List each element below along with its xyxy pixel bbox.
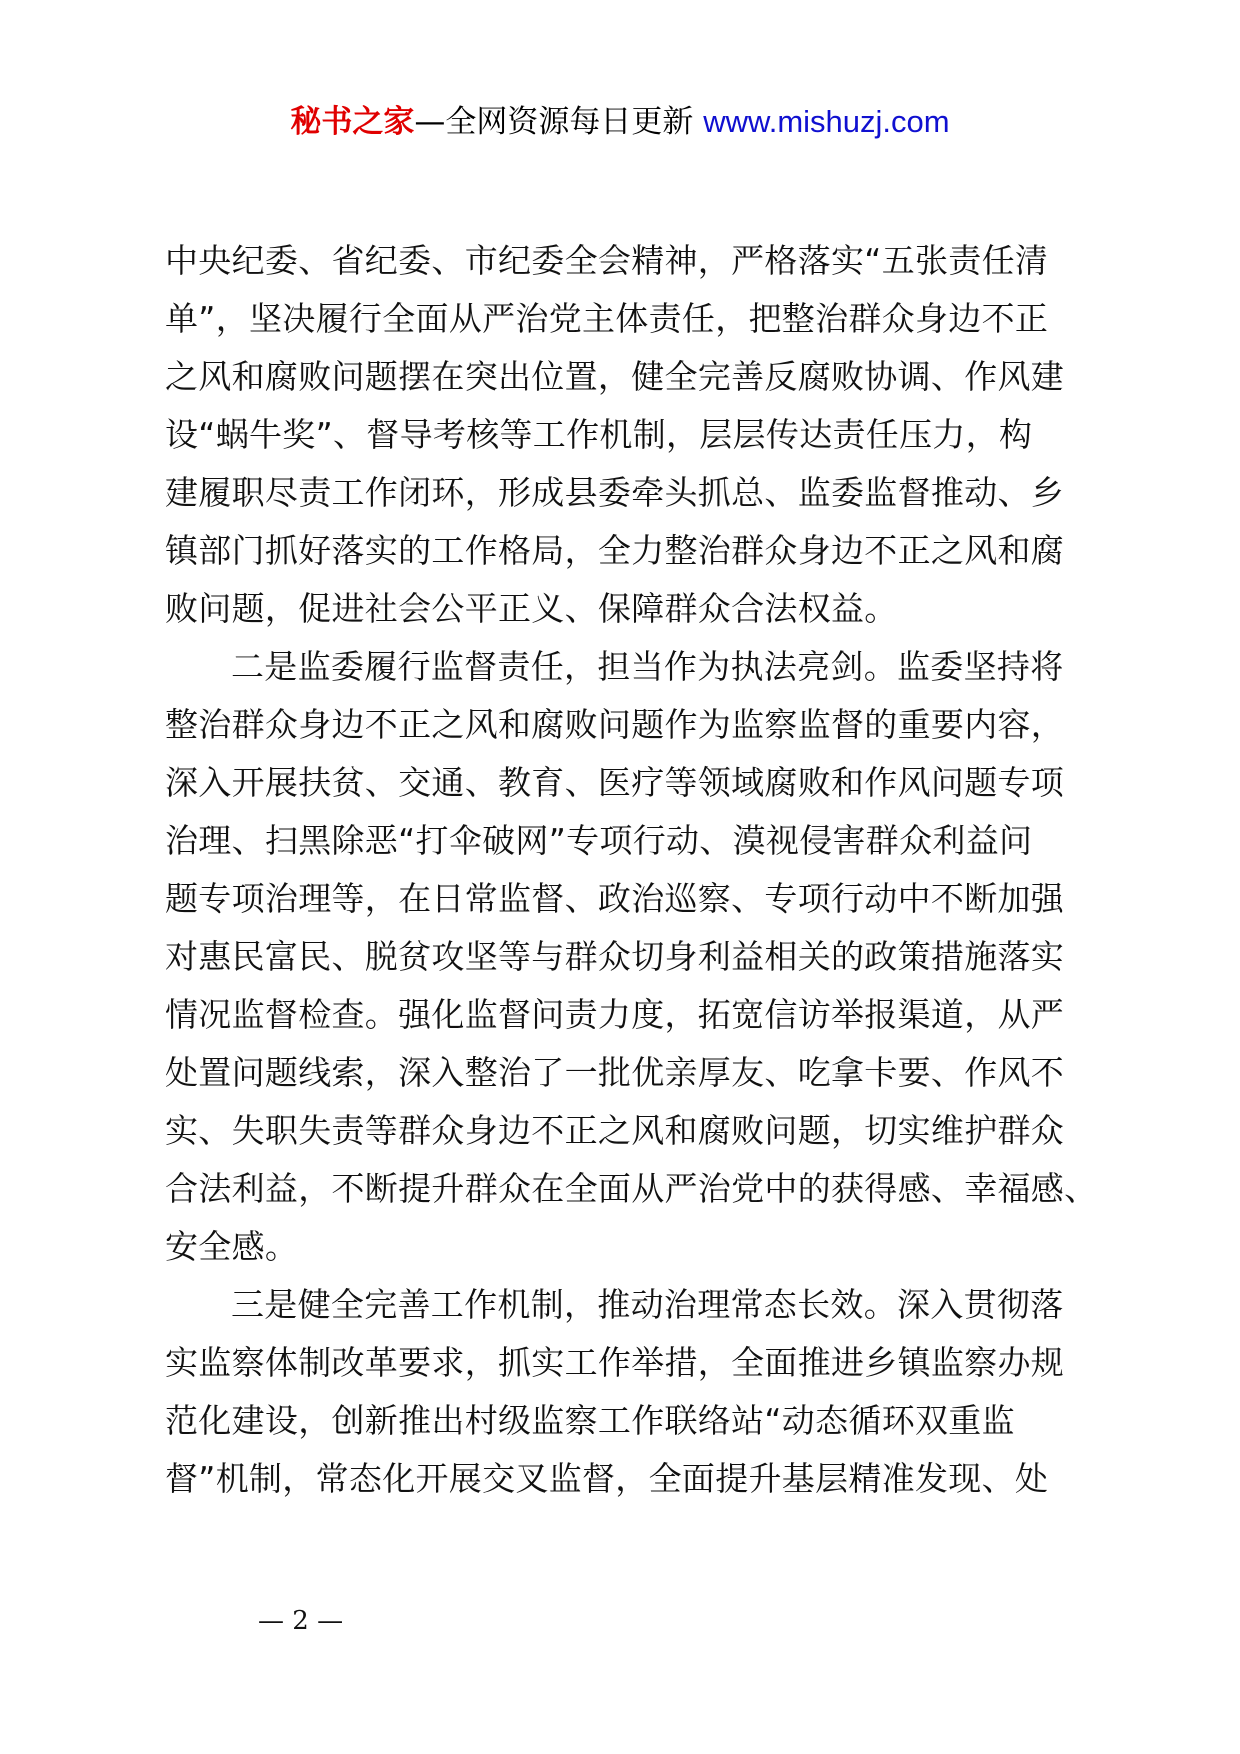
text-line: 设“蜗牛奖”、督导考核等工作机制，层层传达责任压力，构 bbox=[165, 415, 1033, 454]
paragraph-start-line: 二是监委履行监督责任，担当作为执法亮剑。监委坚持将 bbox=[231, 647, 1064, 686]
paragraph-start-line: 三是健全完善工作机制，推动治理常态长效。深入贯彻落 bbox=[231, 1285, 1064, 1324]
text-line: 范化建设，创新推出村级监察工作联络站“动态循环双重监 bbox=[165, 1401, 1015, 1440]
text-line: 实监察体制改革要求，抓实工作举措，全面推进乡镇监察办规 bbox=[165, 1343, 1065, 1382]
text-line: 题专项治理等，在日常监督、政治巡察、专项行动中不断加强 bbox=[165, 879, 1065, 918]
site-url-link[interactable]: www.mishuzj.com bbox=[703, 104, 950, 139]
site-header bbox=[0, 100, 1240, 144]
brand-name: 秘书之家 bbox=[290, 104, 415, 140]
text-line: 深入开展扶贫、交通、教育、医疗等领域腐败和作风问题专项 bbox=[165, 763, 1065, 802]
text-line: 镇部门抓好落实的工作格局，全力整治群众身边不正之风和腐 bbox=[165, 531, 1065, 570]
text-line: 对惠民富民、脱贫攻坚等与群众切身利益相关的政策措施落实 bbox=[165, 937, 1065, 976]
text-line: 安全感。 bbox=[165, 1227, 299, 1266]
text-line: 合法利益，不断提升群众在全面从严治党中的获得感、幸福感、 bbox=[165, 1169, 1098, 1208]
document-body bbox=[165, 232, 1098, 1508]
text-line: 整治群众身边不正之风和腐败问题作为监察监督的重要内容， bbox=[165, 705, 1065, 744]
page-number: — 2 — bbox=[258, 1606, 344, 1636]
header-tagline: —全网资源每日更新 bbox=[414, 104, 704, 140]
text-line: 处置问题线索，深入整治了一批优亲厚友、吃拿卡要、作风不 bbox=[165, 1053, 1065, 1092]
text-line: 中央纪委、省纪委、市纪委全会精神，严格落实“五张责任清 bbox=[165, 241, 1049, 280]
text-line: 实、失职失责等群众身边不正之风和腐败问题，切实维护群众 bbox=[165, 1111, 1065, 1150]
text-line: 建履职尽责工作闭环，形成县委牵头抓总、监委监督推动、乡 bbox=[165, 473, 1065, 512]
text-line: 之风和腐败问题摆在突出位置，健全完善反腐败协调、作风建 bbox=[165, 357, 1065, 396]
text-line: 督”机制，常态化开展交叉监督，全面提升基层精准发现、处 bbox=[165, 1459, 1049, 1498]
text-line: 单”，坚决履行全面从严治党主体责任，把整治群众身边不正 bbox=[165, 299, 1049, 338]
text-line: 情况监督检查。强化监督问责力度，拓宽信访举报渠道，从严 bbox=[165, 995, 1065, 1034]
text-line: 治理、扫黑除恶“打伞破网”专项行动、漠视侵害群众利益问 bbox=[165, 821, 1033, 860]
text-line: 败问题，促进社会公平正义、保障群众合法权益。 bbox=[165, 589, 898, 628]
